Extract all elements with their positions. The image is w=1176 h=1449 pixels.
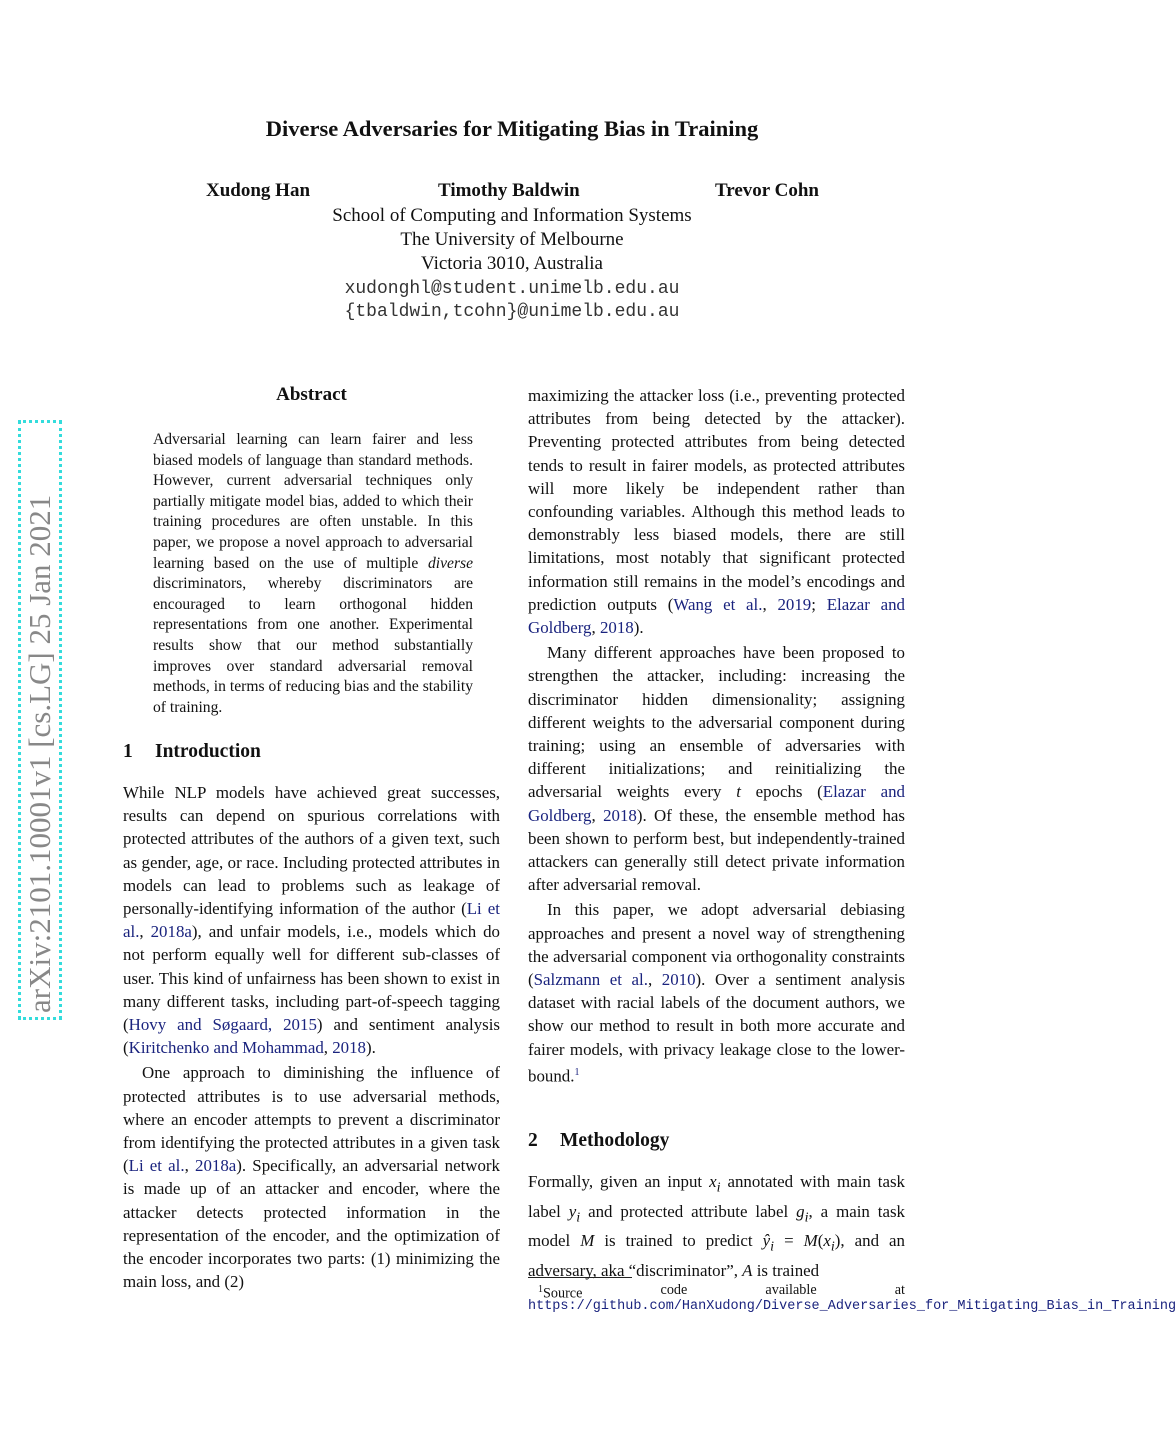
- citation-link[interactable]: 2018a: [150, 922, 192, 942]
- paper-title: Diverse Adversaries for Mitigating Bias in Training: [265, 116, 759, 141]
- affiliation-line: The University of Melbourne: [400, 229, 624, 250]
- author-name: Trevor Cohn: [715, 180, 819, 201]
- citation-link[interactable]: 2018: [332, 1038, 366, 1058]
- paragraph: Formally, given an input $x_i$ annotated with main task label $y_i$ and protected attribute label $g_i$, a main task model M is trained to predict $ŷ_i = M(x_i)$, and an adversary, aka “discriminator”, A is trained: [528, 1172, 905, 1280]
- footnote: $^1$Source code available at: [538, 1282, 905, 1302]
- citation-link[interactable]: Wang et al.: [673, 594, 763, 614]
- citation-link[interactable]: Salzmann et al.: [533, 970, 648, 990]
- abstract-heading: Abstract: [276, 384, 347, 405]
- paragraph: One approach to diminishing the influence of protected attributes is to use adversarial methods, where an encoder attempts to prevent a discriminator from identifying the protected attributes in a given task (Li et al., 2018a). Specifically, an adversarial network is made up of an attacker and encoder, where the attacker detects protected information in the representation of the encoder, and the optimization of the encoder incorporates two parts: (1) minimizing the main loss, and (2): [123, 1063, 500, 1292]
- citation-link[interactable]: 2010: [661, 970, 696, 990]
- citation-link[interactable]: 2018: [603, 805, 637, 825]
- citation-link[interactable]: Li et al.: [128, 1156, 185, 1176]
- affiliation-line: School of Computing and Information Systems: [332, 205, 692, 226]
- citation-link[interactable]: 2018: [599, 618, 634, 638]
- author-name: Timothy Baldwin: [438, 180, 580, 201]
- author-name: Xudong Han: [206, 180, 311, 201]
- citation-link[interactable]: 2018a: [195, 1156, 237, 1176]
- abstract-body: Adversarial learning can learn fairer and less biased models of language than standard methods. However, current adversarial techniques only partially mitigate model bias, added to which their training procedures are often unstable. In this paper, we propose a novel approach to adversarial learning based on the use of multiple diverse discriminators, whereby discriminators are encouraged to learn orthogonal hidden representations from one another. Experimental results show that our method substantially improves over standard adversarial removal methods, in terms of reducing bias and the stability of training.: [153, 431, 473, 716]
- footnote-rule: [528, 1277, 632, 1278]
- paragraph: In this paper, we adopt adversarial debiasing approaches and present a novel way of strengthening the adversarial component via orthogonality constraints (Salzmann et al., 2010). Over a sentiment analysis dataset with racial labels of the document authors, we show our method to result in both more accurate and fairer models, with privacy leakage close to the lower-bound.$^1$: [528, 900, 906, 1086]
- email-line: xudonghl@student.unimelb.edu.au: [344, 279, 680, 299]
- citation-link[interactable]: Elazar and Goldberg: [528, 782, 905, 825]
- citation-link[interactable]: Elazar and Goldberg: [528, 594, 905, 638]
- paragraph: Many different approaches have been proposed to strengthen the attacker, including: increasing the discriminator hidden dimensionality; assigning different weights to the adversarial component during training; using an ensemble of adversaries with different initializations; and reinitializing the adversarial weights every t epochs (Elazar and Goldberg, 2018). Of these, the ensemble method has been shown to perform best, but independently-trained attackers can generally still detect private information after adversarial removal.: [528, 643, 905, 895]
- affiliation-line: Victoria 3010, Australia: [421, 253, 603, 274]
- citation-link[interactable]: Li et al.: [123, 899, 500, 942]
- citation-link[interactable]: 2019: [777, 594, 812, 614]
- section-heading-introduction: 1 Introduction: [123, 741, 261, 762]
- footnote-url-link[interactable]: https://github.com/HanXudong/Diverse_Adversaries_for_Mitigating_Bias_in_Training: [528, 1299, 1176, 1314]
- methodology-body: [528, 1170, 905, 1282]
- right-column-body: [528, 384, 905, 1088]
- citation-link[interactable]: Hovy and Søgaard, 2015: [128, 1015, 317, 1035]
- email-line: {tbaldwin,tcohn}@unimelb.edu.au: [344, 302, 680, 322]
- footnote-marker[interactable]: 1: [574, 1066, 580, 1078]
- arxiv-stamp: arXiv:2101.10001v1 [cs.LG] 25 Jan 2021: [18, 420, 62, 1020]
- paragraph: maximizing the attacker loss (i.e., preventing protected attributes from being detected by the attacker). Preventing protected attributes from being detected tends to result in fairer models, as protected attributes will more likely be independent rather than confounding variables. Although this method leads to demonstrably less biased models, there are still limitations, most notably that significant protected information still remains in the model’s encodings and prediction outputs (Wang et al., 2019; Elazar and Goldberg, 2018).: [528, 386, 905, 638]
- left-column-body: [123, 781, 500, 1293]
- citation-link[interactable]: Kiritchenko and Mohammad: [128, 1038, 324, 1058]
- abstract-emphasis: diverse: [427, 554, 473, 572]
- section-heading-methodology: 2 Methodology: [528, 1130, 670, 1151]
- paragraph: While NLP models have achieved great successes, results can depend on spurious correlations with protected attributes of the authors of a given text, such as gender, age, or race. Including protected attributes in models can lead to problems such as leakage of personally-identifying information of the author (Li et al., 2018a), and unfair models, i.e., models which do not perform equally well for different sub-classes of user. This kind of unfairness has been shown to exist in many different tasks, including part-of-speech tagging (Hovy and Søgaard, 2015) and sentiment analysis (Kiritchenko and Mohammad, 2018).: [123, 783, 500, 1058]
